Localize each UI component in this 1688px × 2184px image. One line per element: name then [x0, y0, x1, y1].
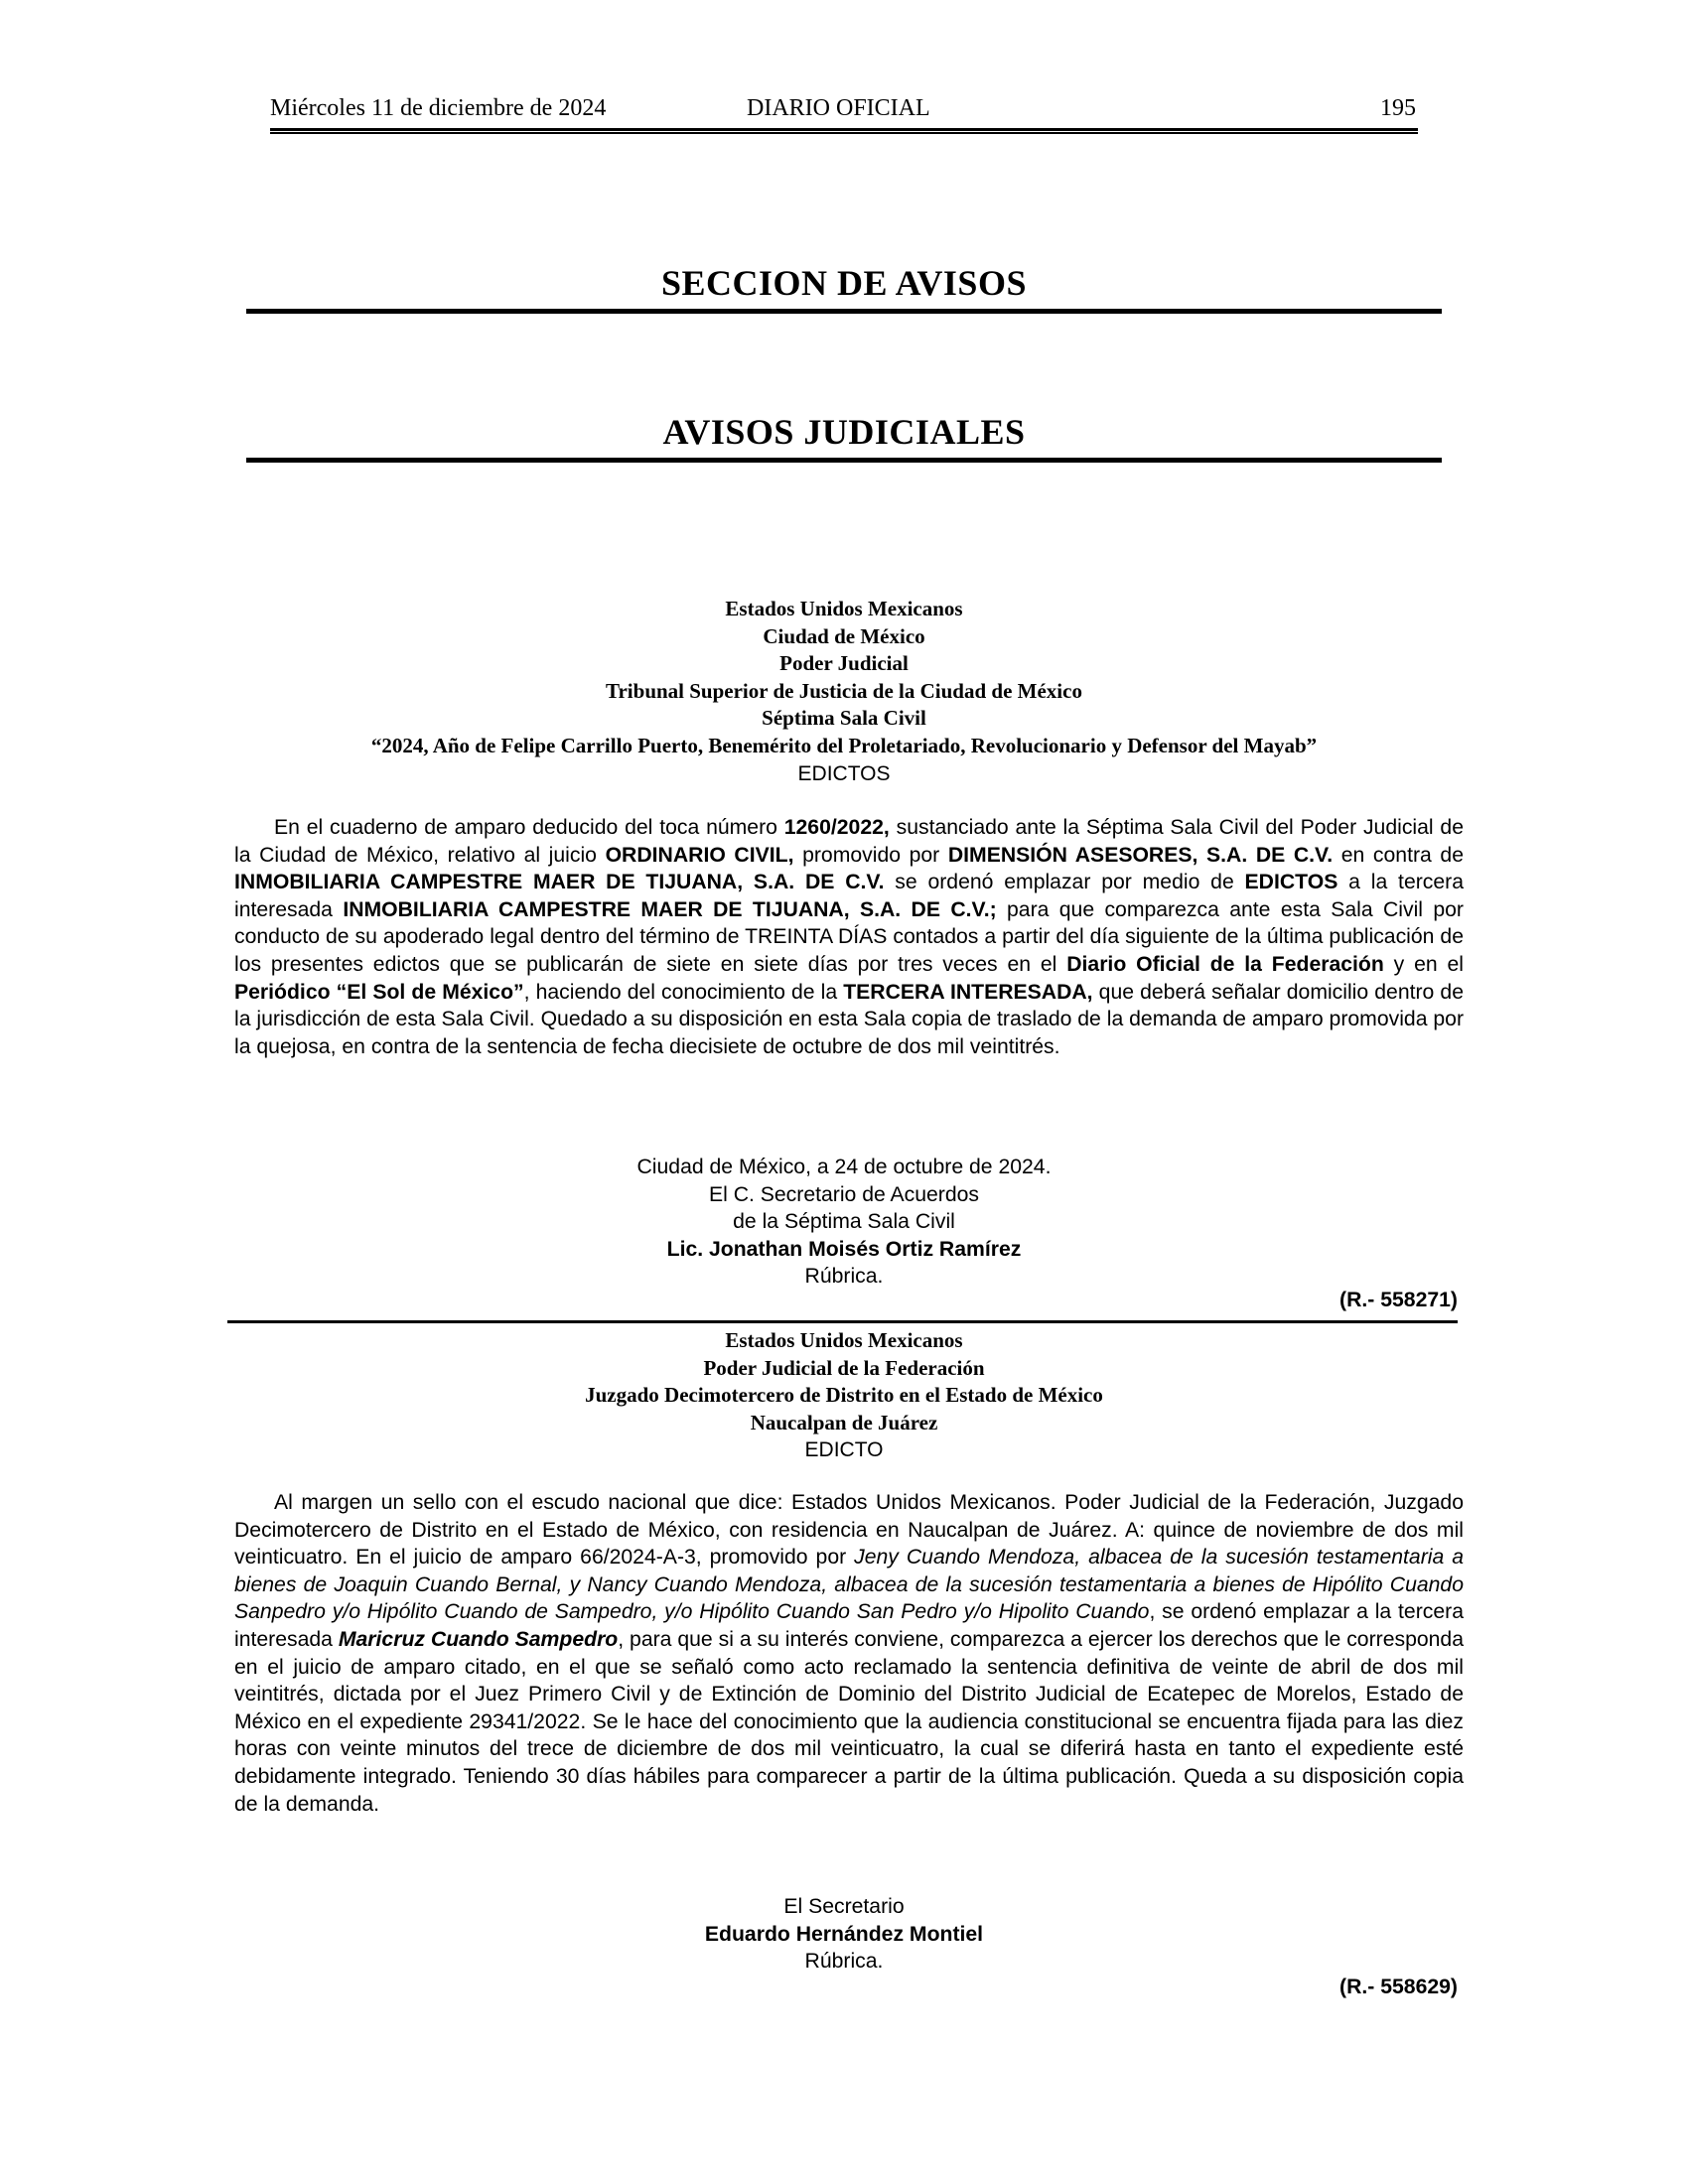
body-run: Diario Oficial de la Federación	[1066, 952, 1384, 976]
signature-rubric: Rúbrica.	[804, 1265, 884, 1289]
body-run: para que comparezca ante esta Sala Civil por conducto de su apoderado legal dentro del término de TREINTA DÍAS contados a partir del día siguiente de la última publicación de los presentes edictos que se publicarán de siete en siete días por tres veces en el	[234, 897, 1464, 976]
body-run: En el cuaderno de amparo deducido del toca número	[274, 816, 784, 839]
doc-type: EDICTOS	[797, 761, 891, 785]
heading-line: Juzgado Decimotercero de Distrito en el Estado de México	[585, 1383, 1103, 1408]
heading-line: Naucalpan de Juárez	[750, 1410, 938, 1434]
notice-1-body	[234, 814, 1464, 1060]
signature-role: de la Séptima Sala Civil	[733, 1210, 955, 1234]
section-title: SECCION DE AVISOS	[661, 263, 1027, 303]
header-publication: DIARIO OFICIAL	[747, 95, 930, 121]
signatory-name: Eduardo Hernández Montiel	[704, 1922, 984, 1946]
heading-line: Tribunal Superior de Justicia de la Ciudad de México	[606, 678, 1082, 703]
body-run: , haciendo del conocimiento de la	[523, 980, 844, 1004]
body-run: , se ordenó emplazar a la tercera interesada	[234, 1600, 1464, 1651]
section-rule	[246, 309, 1442, 314]
body-run: y en el	[1383, 952, 1464, 976]
heading-line: Séptima Sala Civil	[762, 706, 926, 731]
body-run: Periódico “El Sol de México”	[234, 980, 524, 1004]
notice-1-heading	[228, 596, 1460, 787]
body-run: DIMENSIÓN ASESORES, S.A. DE C.V.	[947, 843, 1334, 867]
notice-2-reference: (R.- 558629)	[1339, 1976, 1458, 1998]
body-run: en contra de	[1333, 843, 1464, 867]
heading-line: Estados Unidos Mexicanos	[725, 597, 963, 620]
heading-line: Ciudad de México	[763, 623, 925, 648]
signatory-name: Lic. Jonathan Moisés Ortiz Ramírez	[666, 1237, 1022, 1261]
signature-place-date: Ciudad de México, a 24 de octubre de 2024.	[636, 1156, 1052, 1178]
body-run: Maricruz Cuando Sampedro	[338, 1627, 619, 1651]
body-run: que deberá señalar domicilio dentro de la jurisdicción de esta Sala Civil. Quedado a su disposición en esta Sala copia de traslado de la demanda de amparo promovida por la quejosa, en contra de la sentencia de fecha diecisiete de octubre de dos mil veintitrés.	[234, 980, 1464, 1058]
body-run: INMOBILIARIA CAMPESTRE MAER DE TIJUANA, S.A. DE C.V.	[234, 871, 885, 894]
body-run: ORDINARIO CIVIL,	[605, 843, 794, 867]
notice-2-heading	[228, 1327, 1460, 1464]
notice-separator-rule	[227, 1320, 1458, 1323]
body-run: , para que si a su interés conviene, comparezca a ejercer los derechos que le corresponda en el juicio de amparo citado, en el que se señaló como acto reclamado la sentencia definitiva de veinte de abril de dos mil veintitrés, dictada por el Juez Primero Civil y de Extinción de Dominio del Distrito Judicial de Ecatepec de Morelos, Estado de México en el expediente 29341/2022. Se le hace del conocimiento que la audiencia constitucional se encuentra fijada para las diez horas con veinte minutos del trece de diciembre de dos mil veinticuatro, la cual se diferirá hasta en tanto el expediente esté debidamente integrado. Teniendo 30 días hábiles para comparecer a partir de la última publicación. Queda a su disposición copia de la demanda.	[234, 1627, 1465, 1816]
subsection-rule	[246, 458, 1442, 463]
body-run: INMOBILIARIA CAMPESTRE MAER DE TIJUANA, S.A. DE C.V.;	[343, 897, 997, 921]
notice-1-reference: (R.- 558271)	[1339, 1289, 1458, 1311]
header-double-rule	[270, 128, 1418, 134]
body-run: EDICTOS	[1244, 871, 1338, 894]
header-date: Miércoles 11 de diciembre de 2024	[270, 95, 607, 121]
body-run: TERCERA INTERESADA,	[843, 980, 1093, 1004]
body-run: 1260/2022,	[783, 816, 890, 839]
body-run: se ordenó emplazar por medio de	[884, 871, 1245, 894]
notice-2-signature	[228, 1893, 1460, 1976]
signature-rubric: Rúbrica.	[804, 1950, 884, 1974]
body-run: a la tercera interesada	[234, 871, 1464, 921]
body-run: sustanciado ante la Séptima Sala Civil del Poder Judicial de la Ciudad de México, relativo al juicio	[234, 816, 1464, 867]
doc-type: EDICTO	[804, 1438, 884, 1462]
heading-line: Estados Unidos Mexicanos	[725, 1328, 963, 1352]
page-number: 195	[1380, 95, 1416, 121]
heading-motto: “2024, Año de Felipe Carrillo Puerto, Benemérito del Proletariado, Revolucionario y Defensor del Mayab”	[370, 733, 1318, 757]
subsection-title: AVISOS JUDICIALES	[662, 412, 1026, 452]
notice-1-signature	[228, 1154, 1460, 1291]
heading-line: Poder Judicial	[779, 651, 909, 676]
body-run: Al margen un sello con el escudo nacional que dice: Estados Unidos Mexicanos. Poder Judicial de la Federación, Juzgado Decimotercero de Distrito en el Estado de México, con residencia en Naucalpan de Juárez. A: quince de noviembre de dos mil veinticuatro. En el juicio de amparo 66/2024-A-3, promovido por	[234, 1491, 1464, 1570]
notice-2-body	[234, 1489, 1464, 1818]
running-header	[270, 95, 1418, 129]
heading-line: Poder Judicial de la Federación	[703, 1355, 985, 1380]
body-run: promovido por	[793, 843, 948, 867]
body-run: Jeny Cuando Mendoza, albacea de la sucesión testamentaria a bienes de Joaquin Cuando Bernal, y Nancy Cuando Mendoza, albacea de la sucesión testamentaria a bienes de Hipólito Cuando Sanpedro y/o Hipólito Cuando de Sampedro, y/o Hipólito Cuando San Pedro y/o Hipolito Cuando	[234, 1546, 1464, 1624]
signature-role: El C. Secretario de Acuerdos	[708, 1182, 980, 1206]
signature-role: El Secretario	[783, 1895, 905, 1918]
